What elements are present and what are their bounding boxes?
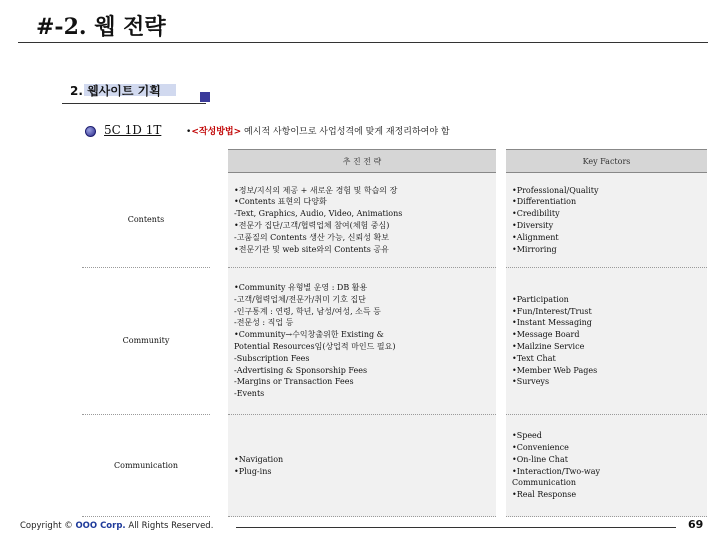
row-strategy — [228, 173, 496, 268]
strategy-line: •Community→수익창출위한 Existing & — [234, 330, 384, 340]
square-marker-icon — [200, 92, 210, 102]
column-gap — [210, 268, 228, 415]
column-gap — [210, 173, 228, 268]
strategy-line: -Margins or Transaction Fees — [234, 377, 354, 387]
row-category: Contents — [82, 173, 210, 268]
strategy-line: •정보/지식의 제공 + 새로운 경험 및 학습의 장 — [234, 185, 398, 195]
table-body — [82, 173, 707, 517]
key-factor-line: •Fun/Interest/Trust — [512, 306, 592, 316]
key-factor-line: •Mailzine Service — [512, 342, 585, 351]
strategy-line: -Subscription Fees — [234, 353, 310, 363]
strategy-line: -Events — [234, 389, 265, 399]
copyright-suffix: All Rights Reserved. — [125, 521, 214, 531]
key-factor-line: •Message Board — [512, 330, 580, 340]
table-header-row — [82, 150, 707, 173]
key-factor-line: •Text Chat — [512, 353, 556, 363]
slide-title: #-2. 웹 전략 — [36, 14, 166, 40]
table-row — [82, 268, 707, 415]
key-factor-line: •Convenience — [512, 442, 569, 452]
strategy-line: -인구통계 : 연령, 학년, 남성/여성, 소득 등 — [234, 306, 381, 316]
section-label: 2. 웹사이트 기획 — [70, 84, 161, 98]
section-divider — [62, 103, 206, 104]
key-factor-line: •Alignment — [512, 232, 559, 242]
circle-bullet-icon — [85, 126, 96, 137]
header-gap — [210, 150, 228, 173]
strategy-line: •전문기관 및 web site와의 Contents 공유 — [234, 244, 389, 254]
column-gap — [496, 173, 506, 268]
key-factor-line: •Participation — [512, 294, 569, 304]
company-brand: OOO Corp. — [75, 521, 126, 531]
topic-label: 5C 1D 1T — [104, 123, 162, 137]
note-highlight: <작성방법> — [191, 127, 242, 137]
key-factor-line: •Diversity — [512, 221, 554, 230]
column-gap — [496, 415, 506, 517]
copyright-prefix: Copyright © — [20, 521, 76, 531]
strategy-line: -고객/협력업체/전문가/취미 기호 집단 — [234, 294, 366, 304]
footer-divider — [236, 527, 676, 528]
strategy-line: Potential Resources임(상업적 마인드 필요) — [234, 342, 396, 351]
footer-copyright — [20, 521, 213, 531]
title-divider — [18, 42, 708, 43]
strategy-line: -고품질의 Contents 생산 가능, 신뢰성 확보 — [234, 232, 389, 242]
row-key-factors — [506, 415, 707, 517]
table-row — [82, 173, 707, 268]
key-factor-line: •Interaction/Two-way — [512, 466, 601, 476]
header-key-factors: Key Factors — [506, 150, 707, 173]
page-number: 69 — [688, 518, 704, 531]
header-strategy: 추 진 전 략 — [228, 150, 496, 173]
key-factor-line: •Mirroring — [512, 244, 557, 254]
header-category — [82, 150, 210, 173]
strategy-line: •Navigation — [234, 454, 284, 464]
key-factor-line: •Member Web Pages — [512, 365, 598, 375]
strategy-table — [82, 149, 707, 517]
topic-note — [186, 124, 450, 137]
table-row — [82, 415, 707, 517]
strategy-line: -Advertising & Sponsorship Fees — [234, 365, 368, 375]
key-factor-line: •Differentiation — [512, 197, 577, 207]
strategy-line: •Community 유형별 운영 : DB 활용 — [234, 283, 368, 293]
key-factor-line: •Instant Messaging — [512, 318, 592, 328]
key-factor-line: •Real Response — [512, 490, 577, 500]
row-strategy — [228, 415, 496, 517]
key-factor-line: •Speed — [512, 431, 542, 441]
column-gap — [210, 415, 228, 517]
key-factor-line: •Surveys — [512, 377, 550, 387]
key-factor-line: •Credibility — [512, 209, 560, 219]
row-category: Community — [82, 268, 210, 415]
column-gap — [496, 268, 506, 415]
note-bullet: • — [186, 127, 192, 137]
strategy-line: •전문가 집단/고객/협력업체 참여(체험 중심) — [234, 221, 390, 230]
strategy-line: -전문성 : 직업 등 — [234, 318, 294, 328]
strategy-line: -Text, Graphics, Audio, Video, Animations — [234, 209, 403, 219]
key-factor-line: •Professional/Quality — [512, 185, 599, 195]
row-key-factors — [506, 173, 707, 268]
row-category: Communication — [82, 415, 210, 517]
row-strategy — [228, 268, 496, 415]
strategy-line: •Plug-ins — [234, 466, 272, 476]
header-gap — [496, 150, 506, 173]
strategy-line: •Contents 표현의 다양화 — [234, 197, 327, 207]
key-factor-line: Communication — [512, 478, 576, 488]
note-text: 예시적 사항이므로 사업성격에 맞게 재정리하여야 함 — [241, 127, 450, 137]
row-key-factors — [506, 268, 707, 415]
key-factor-line: •On-line Chat — [512, 454, 568, 464]
